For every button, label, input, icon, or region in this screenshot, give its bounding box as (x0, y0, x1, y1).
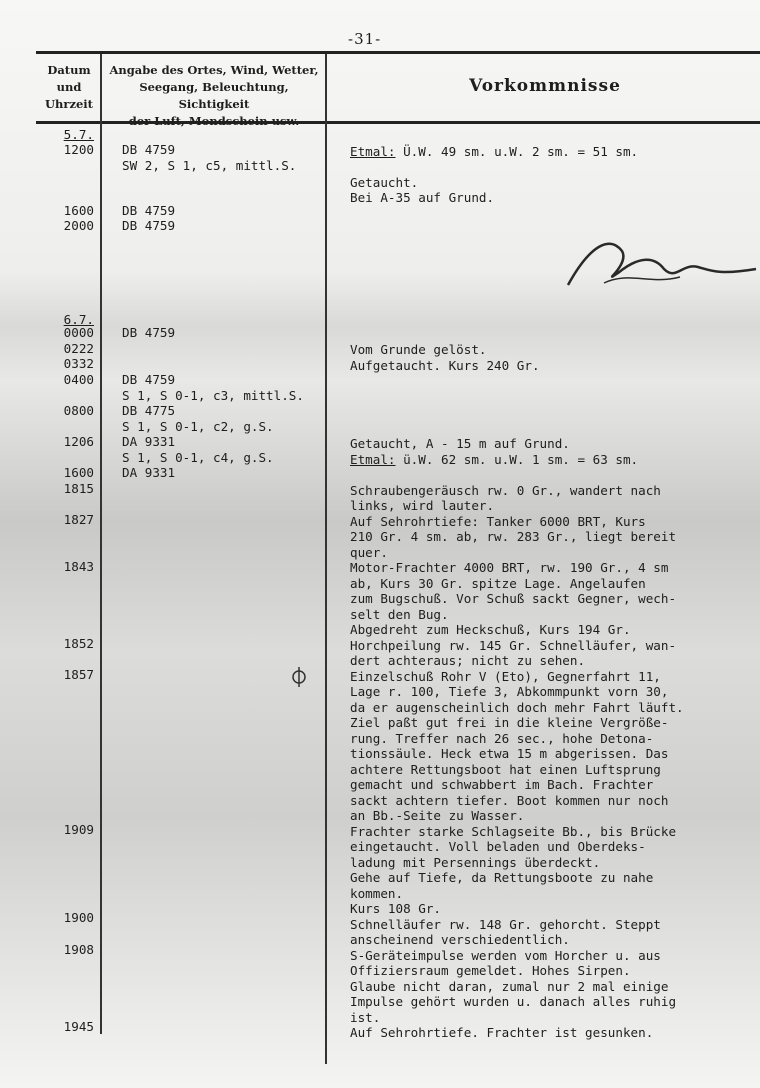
position-entry: DB 4759 (122, 372, 176, 387)
time-entry: 1843 (63, 559, 94, 574)
event-line: ladung mit Persennings überdeckt. (350, 855, 601, 870)
etmal-label: Etmal: (350, 452, 396, 467)
event-line: Abgedreht zum Heckschuß, Kurs 194 Gr. (350, 622, 631, 637)
event-line: Kurs 108 Gr. (350, 901, 441, 916)
event-etmal-entry (350, 144, 638, 160)
event-line: kommen. (350, 886, 404, 901)
header-datum-line: Datum (47, 63, 91, 77)
event-line: tionssäule. Heck etwa 15 m abgerissen. Das (350, 746, 669, 761)
time-entry: 1852 (63, 636, 94, 651)
event-line: Schnelläufer rw. 148 Gr. gehorcht. Steppt (350, 917, 661, 932)
event-line: Ziel paßt gut frei in die kleine Vergröße- (350, 715, 669, 730)
time-entry: 1600 (63, 465, 94, 480)
etmal-value: Ü.W. 49 sm. u.W. 2 sm. = 51 sm. (395, 144, 639, 159)
time-entry: 1857 (63, 667, 94, 682)
event-line: Getaucht. (350, 175, 419, 190)
event-line: Impulse gehört wurden u. danach alles ruhig (350, 994, 677, 1009)
margin-mark (288, 666, 310, 688)
weather-entry: S 1, S 0-1, c3, mittl.S. (122, 388, 304, 403)
event-line: gemacht und schwabbert im Bach. Frachter (350, 777, 654, 792)
event-line: sackt achtern tiefer. Boot kommen nur noch (350, 793, 669, 808)
event-line: Schraubengeräusch rw. 0 Gr., wandert nach (350, 483, 661, 498)
time-entry: 0400 (63, 372, 94, 387)
event-line: Motor-Frachter 4000 BRT, rw. 190 Gr., 4 sm (350, 560, 669, 575)
header-ort-line: Angabe des Ortes, Wind, Wetter, (109, 63, 319, 77)
event-line: Frachter starke Schlagseite Bb., bis Brücke (350, 824, 677, 839)
time-entry: 0332 (63, 356, 94, 371)
event-line: S-Geräteimpulse werden vom Horcher u. aus (350, 948, 661, 963)
time-entry: 0000 (63, 325, 94, 340)
position-entry: DB 4759 (122, 218, 176, 233)
event-etmal-entry (350, 452, 638, 468)
event-line: links, wird lauter. (350, 498, 495, 513)
event-line: Offiziersraum gemeldet. Hohes Sirpen. (350, 963, 631, 978)
time-entry: 0800 (63, 403, 94, 418)
event-line: Glaube nicht daran, zumal nur 2 mal einige (350, 979, 669, 994)
time-entry: 1815 (63, 481, 94, 496)
header-vorkommnisse: Vorkommnisse (469, 76, 621, 96)
event-line: Auf Sehrohrtiefe. Frachter ist gesunken. (350, 1025, 654, 1040)
header-top-rule (36, 51, 760, 54)
time-entry: 0222 (63, 341, 94, 356)
position-entry: DA 9331 (122, 465, 176, 480)
event-line: Auf Sehrohrtiefe: Tanker 6000 BRT, Kurs (350, 514, 646, 529)
event-line: Einzelschuß Rohr V (Eto), Gegnerfahrt 11, (350, 669, 661, 684)
etmal-value: ü.W. 62 sm. u.W. 1 sm. = 63 sm. (395, 452, 639, 467)
time-entry: 1900 (63, 910, 94, 925)
event-line: rung. Treffer nach 26 sec., hohe Detona- (350, 731, 654, 746)
event-line: an Bb.-Seite zu Wasser. (350, 808, 525, 823)
time-entry: 1200 (63, 142, 94, 157)
weather-entry: S 1, S 0-1, c4, g.S. (122, 450, 274, 465)
header-ort-line: Seegang, Beleuchtung, Sichtigkeit (139, 80, 289, 111)
event-line: eingetaucht. Voll beladen und Oberdeks- (350, 839, 646, 854)
time-entry: 1206 (63, 434, 94, 449)
page-number: -31- (348, 30, 382, 48)
event-line: selt den Bug. (350, 607, 449, 622)
event-line: Gehe auf Tiefe, da Rettungsboote zu nahe (350, 870, 654, 885)
event-line: anscheinend verschiedentlich. (350, 932, 570, 947)
header-datum-line: und (56, 80, 82, 94)
event-line: da er augenscheinlich doch mehr Fahrt läuft. (350, 700, 684, 715)
event-line: dert achteraus; nicht zu sehen. (350, 653, 586, 668)
event-line: ist. (350, 1010, 381, 1025)
time-entry: 1909 (63, 822, 94, 837)
weather-entry: SW 2, S 1, c5, mittl.S. (122, 158, 297, 173)
event-line: 210 Gr. 4 sm. ab, rw. 283 Gr., liegt bereit (350, 529, 677, 544)
handwritten-signature (560, 225, 760, 305)
weather-entry: S 1, S 0-1, c2, g.S. (122, 419, 274, 434)
event-line: Horchpeilung rw. 145 Gr. Schnelläufer, wan- (350, 638, 677, 653)
event-line: Getaucht, A - 15 m auf Grund. (350, 436, 570, 451)
position-entry: DB 4759 (122, 203, 176, 218)
etmal-label: Etmal: (350, 144, 396, 159)
event-line: Lage r. 100, Tiefe 3, Abkommpunkt vorn 30, (350, 684, 669, 699)
event-line: ab, Kurs 30 Gr. spitze Lage. Angelaufen (350, 576, 646, 591)
event-line: zum Bugschuß. Vor Schuß sackt Gegner, wech- (350, 591, 677, 606)
position-entry: DB 4759 (122, 142, 176, 157)
column-divider-ort (325, 54, 327, 1064)
header-datum-line: Uhrzeit (45, 97, 93, 111)
date-entry: 5.7. (63, 127, 94, 142)
header-ort-line: der Luft, Mondschein usw. (128, 114, 300, 128)
event-line: quer. (350, 545, 388, 560)
position-entry: DB 4775 (122, 403, 176, 418)
event-line: Vom Grunde gelöst. (350, 342, 487, 357)
position-entry: DA 9331 (122, 434, 176, 449)
time-entry: 1827 (63, 512, 94, 527)
time-entry: 1945 (63, 1019, 94, 1034)
header-datum (38, 62, 100, 113)
time-entry: 2000 (63, 218, 94, 233)
time-entry: 1600 (63, 203, 94, 218)
header-ort (104, 62, 324, 130)
date-entry: 6.7. (63, 312, 94, 327)
column-divider-datum (100, 54, 102, 1034)
event-line: achtere Rettungsboot hat einen Luftsprung (350, 762, 661, 777)
position-entry: DB 4759 (122, 325, 176, 340)
time-entry: 1908 (63, 942, 94, 957)
event-line: Aufgetaucht. Kurs 240 Gr. (350, 358, 540, 373)
event-line: Bei A-35 auf Grund. (350, 190, 495, 205)
